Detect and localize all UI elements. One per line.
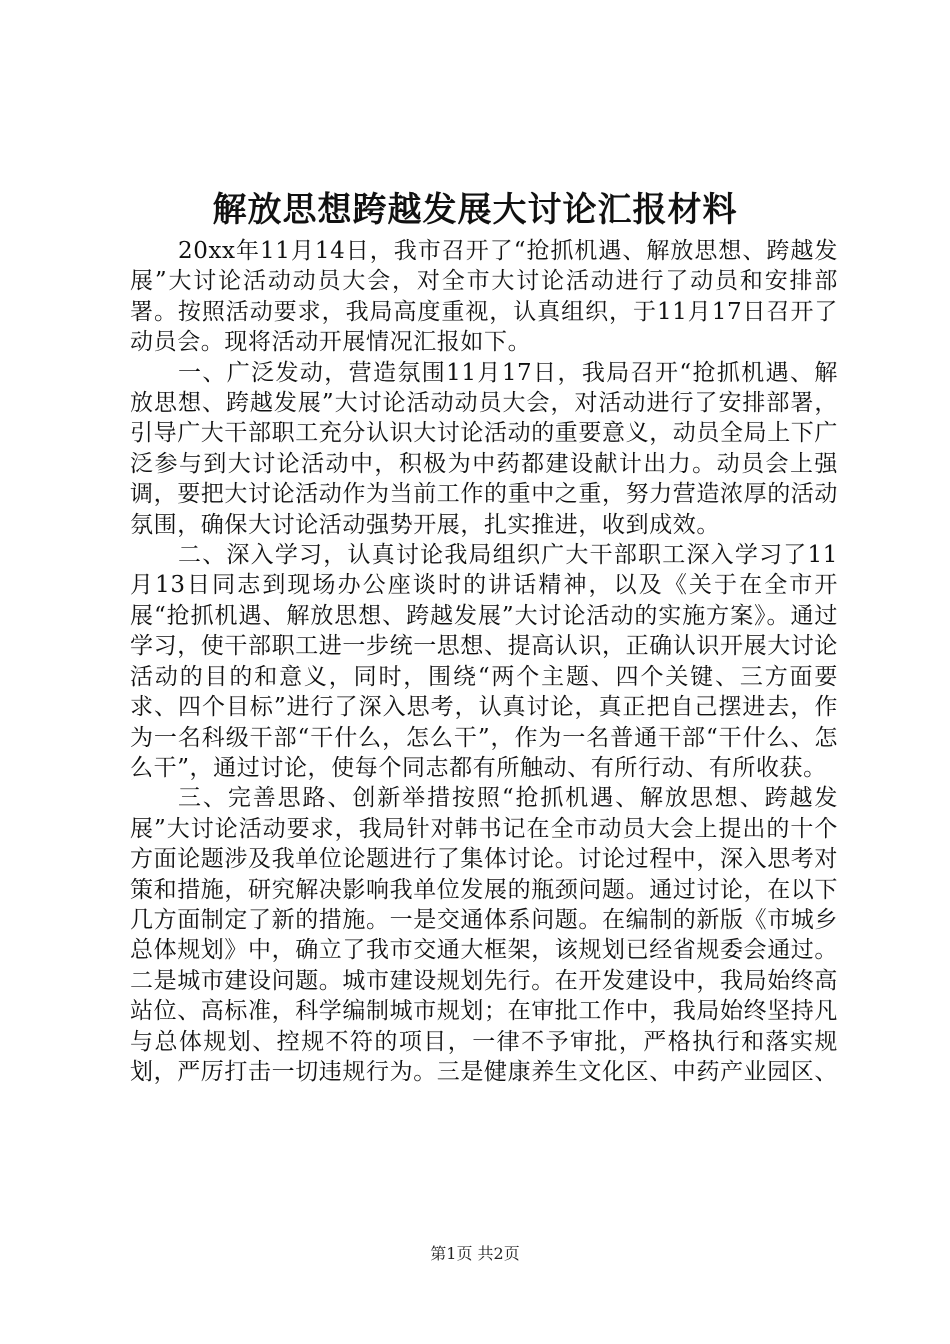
paragraph-intro: 20xx年11月14日，我市召开了“抢抓机遇、解放思想、跨越发展”大讨论活动动员大会，对全市大讨论活动进行了动员和安排部署。按照活动要求，我局高度重视，认真组织，于11月17日召开了动员会。现将活动开展情况汇报如下。 <box>130 238 838 356</box>
paragraph-section-three: 三、完善思路、创新举措按照“抢抓机遇、解放思想、跨越发展”大讨论活动要求，我局针对韩书记在全市动员大会上提出的十个方面论题涉及我单位论题进行了集体讨论。讨论过程中，深入思考对策和措施，研究解决影响我单位发展的瓶颈问题。通过讨论，在以下几方面制定了新的措施。一是交通体系问题。在编制的新版《市城乡总体规划》中，确立了我市交通大框架，该规划已经省规委会通过。二是城市建设问题。城市建设规划先行。在开发建设中，我局始终高站位、高标准，科学编制城市规划；在审批工作中，我局始终坚持凡与总体规划、控规不符的项目，一律不予审批，严格执行和落实规划，严厉打击一切违规行为。三是健康养生文化区、中药产业园区、 <box>130 785 838 1085</box>
document-body <box>130 236 838 1087</box>
paragraph-section-two: 二、深入学习，认真讨论我局组织广大干部职工深入学习了11月13日同志到现场办公座谈时的讲话精神，以及《关于在全市开展“抢抓机遇、解放思想、跨越发展”大讨论活动的实施方案》。通过学习，使干部职工进一步统一思想、提高认识，正确认识开展大讨论活动的目的和意义，同时，围绕“两个主题、四个关键、三方面要求、四个目标”进行了深入思考，认真讨论，真正把自己摆进去，作为一名科级干部“干什么，怎么干”，作为一名普通干部“干什么、怎么干”，通过讨论，使每个同志都有所触动、有所行动、有所收获。 <box>130 542 838 781</box>
page-number-footer: 第1页 共2页 <box>430 1244 520 1263</box>
paragraph-section-one: 一、广泛发动，营造氛围11月17日，我局召开“抢抓机遇、解放思想、跨越发展”大讨论活动动员大会，对活动进行了安排部署，引导广大干部职工充分认识大讨论活动的重要意义，动员全局上下广泛参与到大讨论活动中，积极为中药都建设献计出力。动员会上强调，要把大讨论活动作为当前工作的重中之重，努力营造浓厚的活动氛围，确保大讨论活动强势开展，扎实推进，收到成效。 <box>130 359 838 538</box>
document-title: 解放思想跨越发展大讨论汇报材料 <box>212 190 738 230</box>
